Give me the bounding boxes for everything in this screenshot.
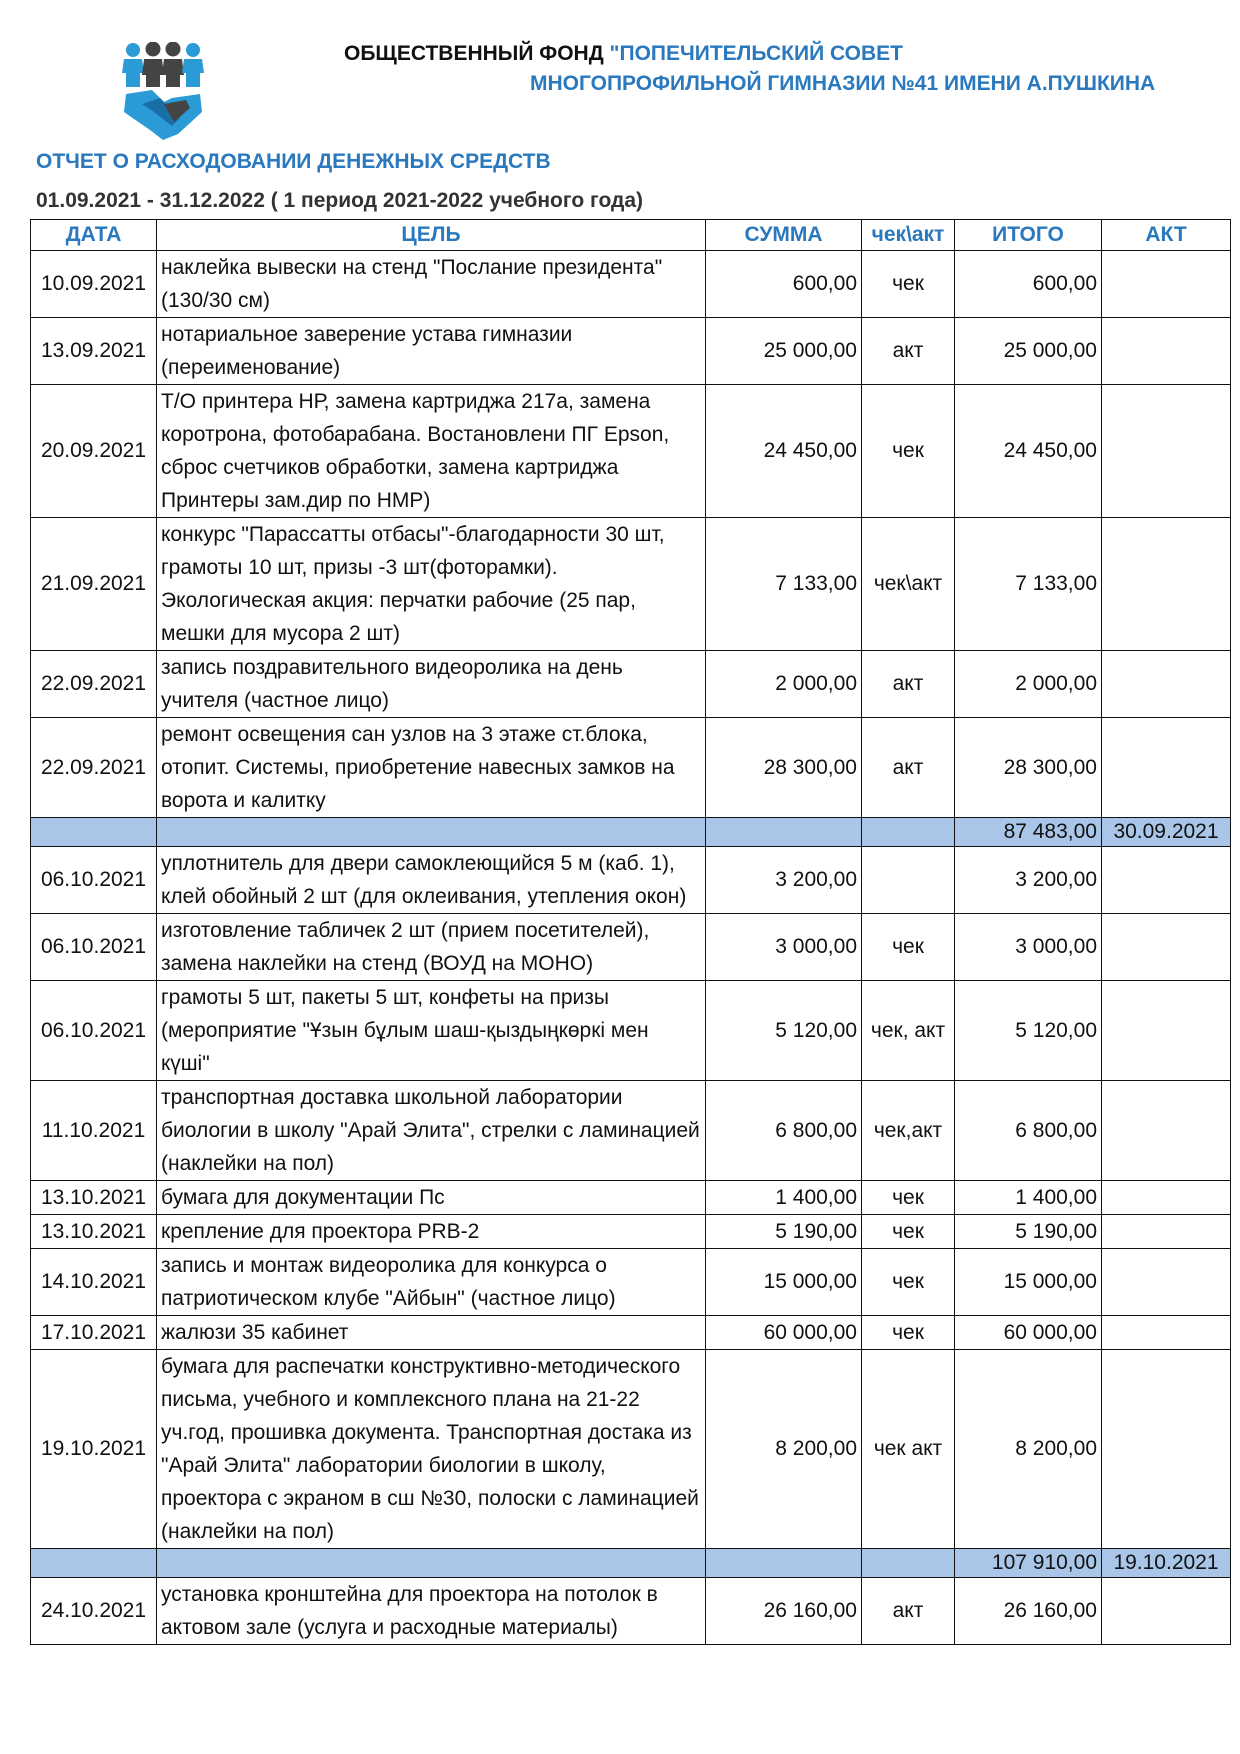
table-row (31, 651, 1231, 718)
row-sum: 24 450,00 (706, 385, 862, 518)
row-total: 6 800,00 (955, 1081, 1102, 1181)
table-row (31, 1578, 1231, 1645)
row-doc-type: чек (862, 385, 955, 518)
row-date: 22.09.2021 (31, 718, 157, 818)
row-purpose: запись поздравительного видеоролика на день учителя (частное лицо) (157, 651, 706, 718)
column-header-doc: чек\акт (862, 220, 955, 251)
row-date: 11.10.2021 (31, 1081, 157, 1181)
row-doc-type: чек (862, 1215, 955, 1249)
row-act (1102, 914, 1231, 981)
row-sum: 3 200,00 (706, 847, 862, 914)
row-sum: 7 133,00 (706, 518, 862, 651)
row-act (1102, 1578, 1231, 1645)
row-date: 13.09.2021 (31, 318, 157, 385)
row-act (1102, 385, 1231, 518)
row-sum: 5 120,00 (706, 981, 862, 1081)
row-purpose: бумага для документации Пс (157, 1181, 706, 1215)
row-sum: 2 000,00 (706, 651, 862, 718)
row-sum: 26 160,00 (706, 1578, 862, 1645)
table-row (31, 1350, 1231, 1549)
row-sum: 8 200,00 (706, 1350, 862, 1549)
row-sum: 25 000,00 (706, 318, 862, 385)
row-total: 5 120,00 (955, 981, 1102, 1081)
row-doc-type: чек,акт (862, 1081, 955, 1181)
table-row (31, 318, 1231, 385)
row-date: 20.09.2021 (31, 385, 157, 518)
row-sum: 600,00 (706, 251, 862, 318)
row-total: 15 000,00 (955, 1249, 1102, 1316)
row-doc-type: чек, акт (862, 981, 955, 1081)
row-purpose: запись и монтаж видеоролика для конкурса о патриотическом клубе "Айбын" (частное лицо) (157, 1249, 706, 1316)
row-doc-type: чек (862, 251, 955, 318)
row-doc-type: чек\акт (862, 518, 955, 651)
row-total: 2 000,00 (955, 651, 1102, 718)
row-act (1102, 718, 1231, 818)
table-row (31, 1081, 1231, 1181)
table-row (31, 718, 1231, 818)
row-date: 13.10.2021 (31, 1181, 157, 1215)
table-row (31, 1249, 1231, 1316)
row-doc-type: чек (862, 1249, 955, 1316)
row-act (1102, 251, 1231, 318)
row-total: 60 000,00 (955, 1316, 1102, 1350)
row-sum: 15 000,00 (706, 1249, 862, 1316)
organization-prefix: ОБЩЕСТВЕННЫЙ ФОНД (344, 42, 610, 65)
row-purpose: конкурс "Парассатты отбасы"-благодарности 30 шт, грамоты 10 шт, призы -3 шт(фоторамки). Экологическая акция: перчатки рабочие (25 пар, мешки для мусора 2 шт) (157, 518, 706, 651)
row-doc-type: чек (862, 1181, 955, 1215)
row-date: 24.10.2021 (31, 1578, 157, 1645)
row-date: 06.10.2021 (31, 914, 157, 981)
row-sum: 6 800,00 (706, 1081, 862, 1181)
table-row (31, 1181, 1231, 1215)
row-act (1102, 981, 1231, 1081)
subtotal-row (31, 1549, 1231, 1578)
row-purpose: транспортная доставка школьной лаборатории биологии в школу "Арай Элита", стрелки с ламинацией (наклейки на пол) (157, 1081, 706, 1181)
row-date: 06.10.2021 (31, 847, 157, 914)
row-act (1102, 1181, 1231, 1215)
row-sum: 3 000,00 (706, 914, 862, 981)
row-sum: 1 400,00 (706, 1181, 862, 1215)
table-row (31, 981, 1231, 1081)
row-total: 3 200,00 (955, 847, 1102, 914)
row-date: 19.10.2021 (31, 1350, 157, 1549)
row-purpose: грамоты 5 шт, пакеты 5 шт, конфеты на призы (мероприятие "Ұзын бұлым шаш-қыздыңкөркі мен күші" (157, 981, 706, 1081)
row-total: 26 160,00 (955, 1578, 1102, 1645)
row-act (1102, 318, 1231, 385)
report-title: ОТЧЕТ О РАСХОДОВАНИИ ДЕНЕЖНЫХ СРЕДСТВ (36, 150, 551, 173)
table-row (31, 1316, 1231, 1350)
row-total: 7 133,00 (955, 518, 1102, 651)
row-date: 10.09.2021 (31, 251, 157, 318)
column-header-total: ИТОГО (955, 220, 1102, 251)
row-date: 22.09.2021 (31, 651, 157, 718)
subtotal-total: 87 483,00 (955, 818, 1102, 847)
row-doc-type: чек акт (862, 1350, 955, 1549)
report-period: 01.09.2021 - 31.12.2022 ( 1 период 2021-2022 учебного года) (36, 189, 644, 212)
row-total: 5 190,00 (955, 1215, 1102, 1249)
row-doc-type (862, 847, 955, 914)
row-act (1102, 1316, 1231, 1350)
row-purpose: изготовление табличек 2 шт (прием посетителей), замена наклейки на стенд (ВОУД на МОНО) (157, 914, 706, 981)
row-purpose: наклейка вывески на стенд "Послание президента" (130/30 см) (157, 251, 706, 318)
table-row (31, 518, 1231, 651)
subtotal-total: 107 910,00 (955, 1549, 1102, 1578)
row-purpose: бумага для распечатки конструктивно-методического письма, учебного и комплексного плана на 21-22 уч.год, прошивка документа. Транспортная достака из "Арай Элита" лаборатории биологии в школу, проектора с экраном в сш №30, полоски с ламинацией (наклейки на пол) (157, 1350, 706, 1549)
organization-name-line1 (344, 42, 903, 66)
table-row (31, 251, 1231, 318)
row-doc-type: акт (862, 651, 955, 718)
row-purpose: ремонт освещения сан узлов на 3 этаже ст.блока, отопит. Системы, приобретение навесных замков на ворота и калитку (157, 718, 706, 818)
column-header-date: ДАТА (31, 220, 157, 251)
foundation-logo (120, 42, 206, 140)
column-header-act: АКТ (1102, 220, 1231, 251)
row-act (1102, 651, 1231, 718)
table-row (31, 1215, 1231, 1249)
table-row (31, 914, 1231, 981)
row-date: 06.10.2021 (31, 981, 157, 1081)
subtotal-row (31, 818, 1231, 847)
row-date: 14.10.2021 (31, 1249, 157, 1316)
row-act (1102, 1249, 1231, 1316)
row-doc-type: чек (862, 914, 955, 981)
row-purpose: нотариальное заверение устава гимназии (переименование) (157, 318, 706, 385)
row-total: 600,00 (955, 251, 1102, 318)
row-act (1102, 1350, 1231, 1549)
expense-table (30, 219, 1231, 1645)
column-header-purpose: ЦЕЛЬ (157, 220, 706, 251)
row-doc-type: чек (862, 1316, 955, 1350)
row-sum: 60 000,00 (706, 1316, 862, 1350)
row-act (1102, 518, 1231, 651)
subtotal-act-date: 30.09.2021 (1102, 818, 1231, 847)
row-total: 28 300,00 (955, 718, 1102, 818)
row-purpose: крепление для проектора PRB-2 (157, 1215, 706, 1249)
row-purpose: установка кронштейна для проектора на потолок в актовом зале (услуга и расходные материалы) (157, 1578, 706, 1645)
subtotal-act-date: 19.10.2021 (1102, 1549, 1231, 1578)
row-act (1102, 1215, 1231, 1249)
row-doc-type: акт (862, 1578, 955, 1645)
row-total: 8 200,00 (955, 1350, 1102, 1549)
row-doc-type: акт (862, 318, 955, 385)
organization-name-part1: "ПОПЕЧИТЕЛЬСКИЙ СОВЕТ (609, 42, 903, 65)
organization-name-line2: МНОГОПРОФИЛЬНОЙ ГИМНАЗИИ №41 ИМЕНИ А.ПУШКИНА (530, 72, 1156, 95)
table-header-row (31, 220, 1231, 251)
row-total: 25 000,00 (955, 318, 1102, 385)
row-date: 17.10.2021 (31, 1316, 157, 1350)
row-date: 13.10.2021 (31, 1215, 157, 1249)
column-header-sum: СУММА (706, 220, 862, 251)
row-sum: 5 190,00 (706, 1215, 862, 1249)
row-act (1102, 847, 1231, 914)
row-total: 3 000,00 (955, 914, 1102, 981)
row-total: 1 400,00 (955, 1181, 1102, 1215)
row-act (1102, 1081, 1231, 1181)
row-sum: 28 300,00 (706, 718, 862, 818)
table-row (31, 847, 1231, 914)
row-purpose: жалюзи 35 кабинет (157, 1316, 706, 1350)
row-doc-type: акт (862, 718, 955, 818)
row-total: 24 450,00 (955, 385, 1102, 518)
row-date: 21.09.2021 (31, 518, 157, 651)
row-purpose: Т/О принтера НР, замена картриджа 217а, замена коротрона, фотобарабана. Востановлени ПГ Epson, сброс счетчиков обработки, замена картриджа Принтеры зам.дир по НМР) (157, 385, 706, 518)
table-row (31, 385, 1231, 518)
row-purpose: уплотнитель для двери самоклеющийся 5 м (каб. 1), клей обойный 2 шт (для оклеивания, утепления окон) (157, 847, 706, 914)
